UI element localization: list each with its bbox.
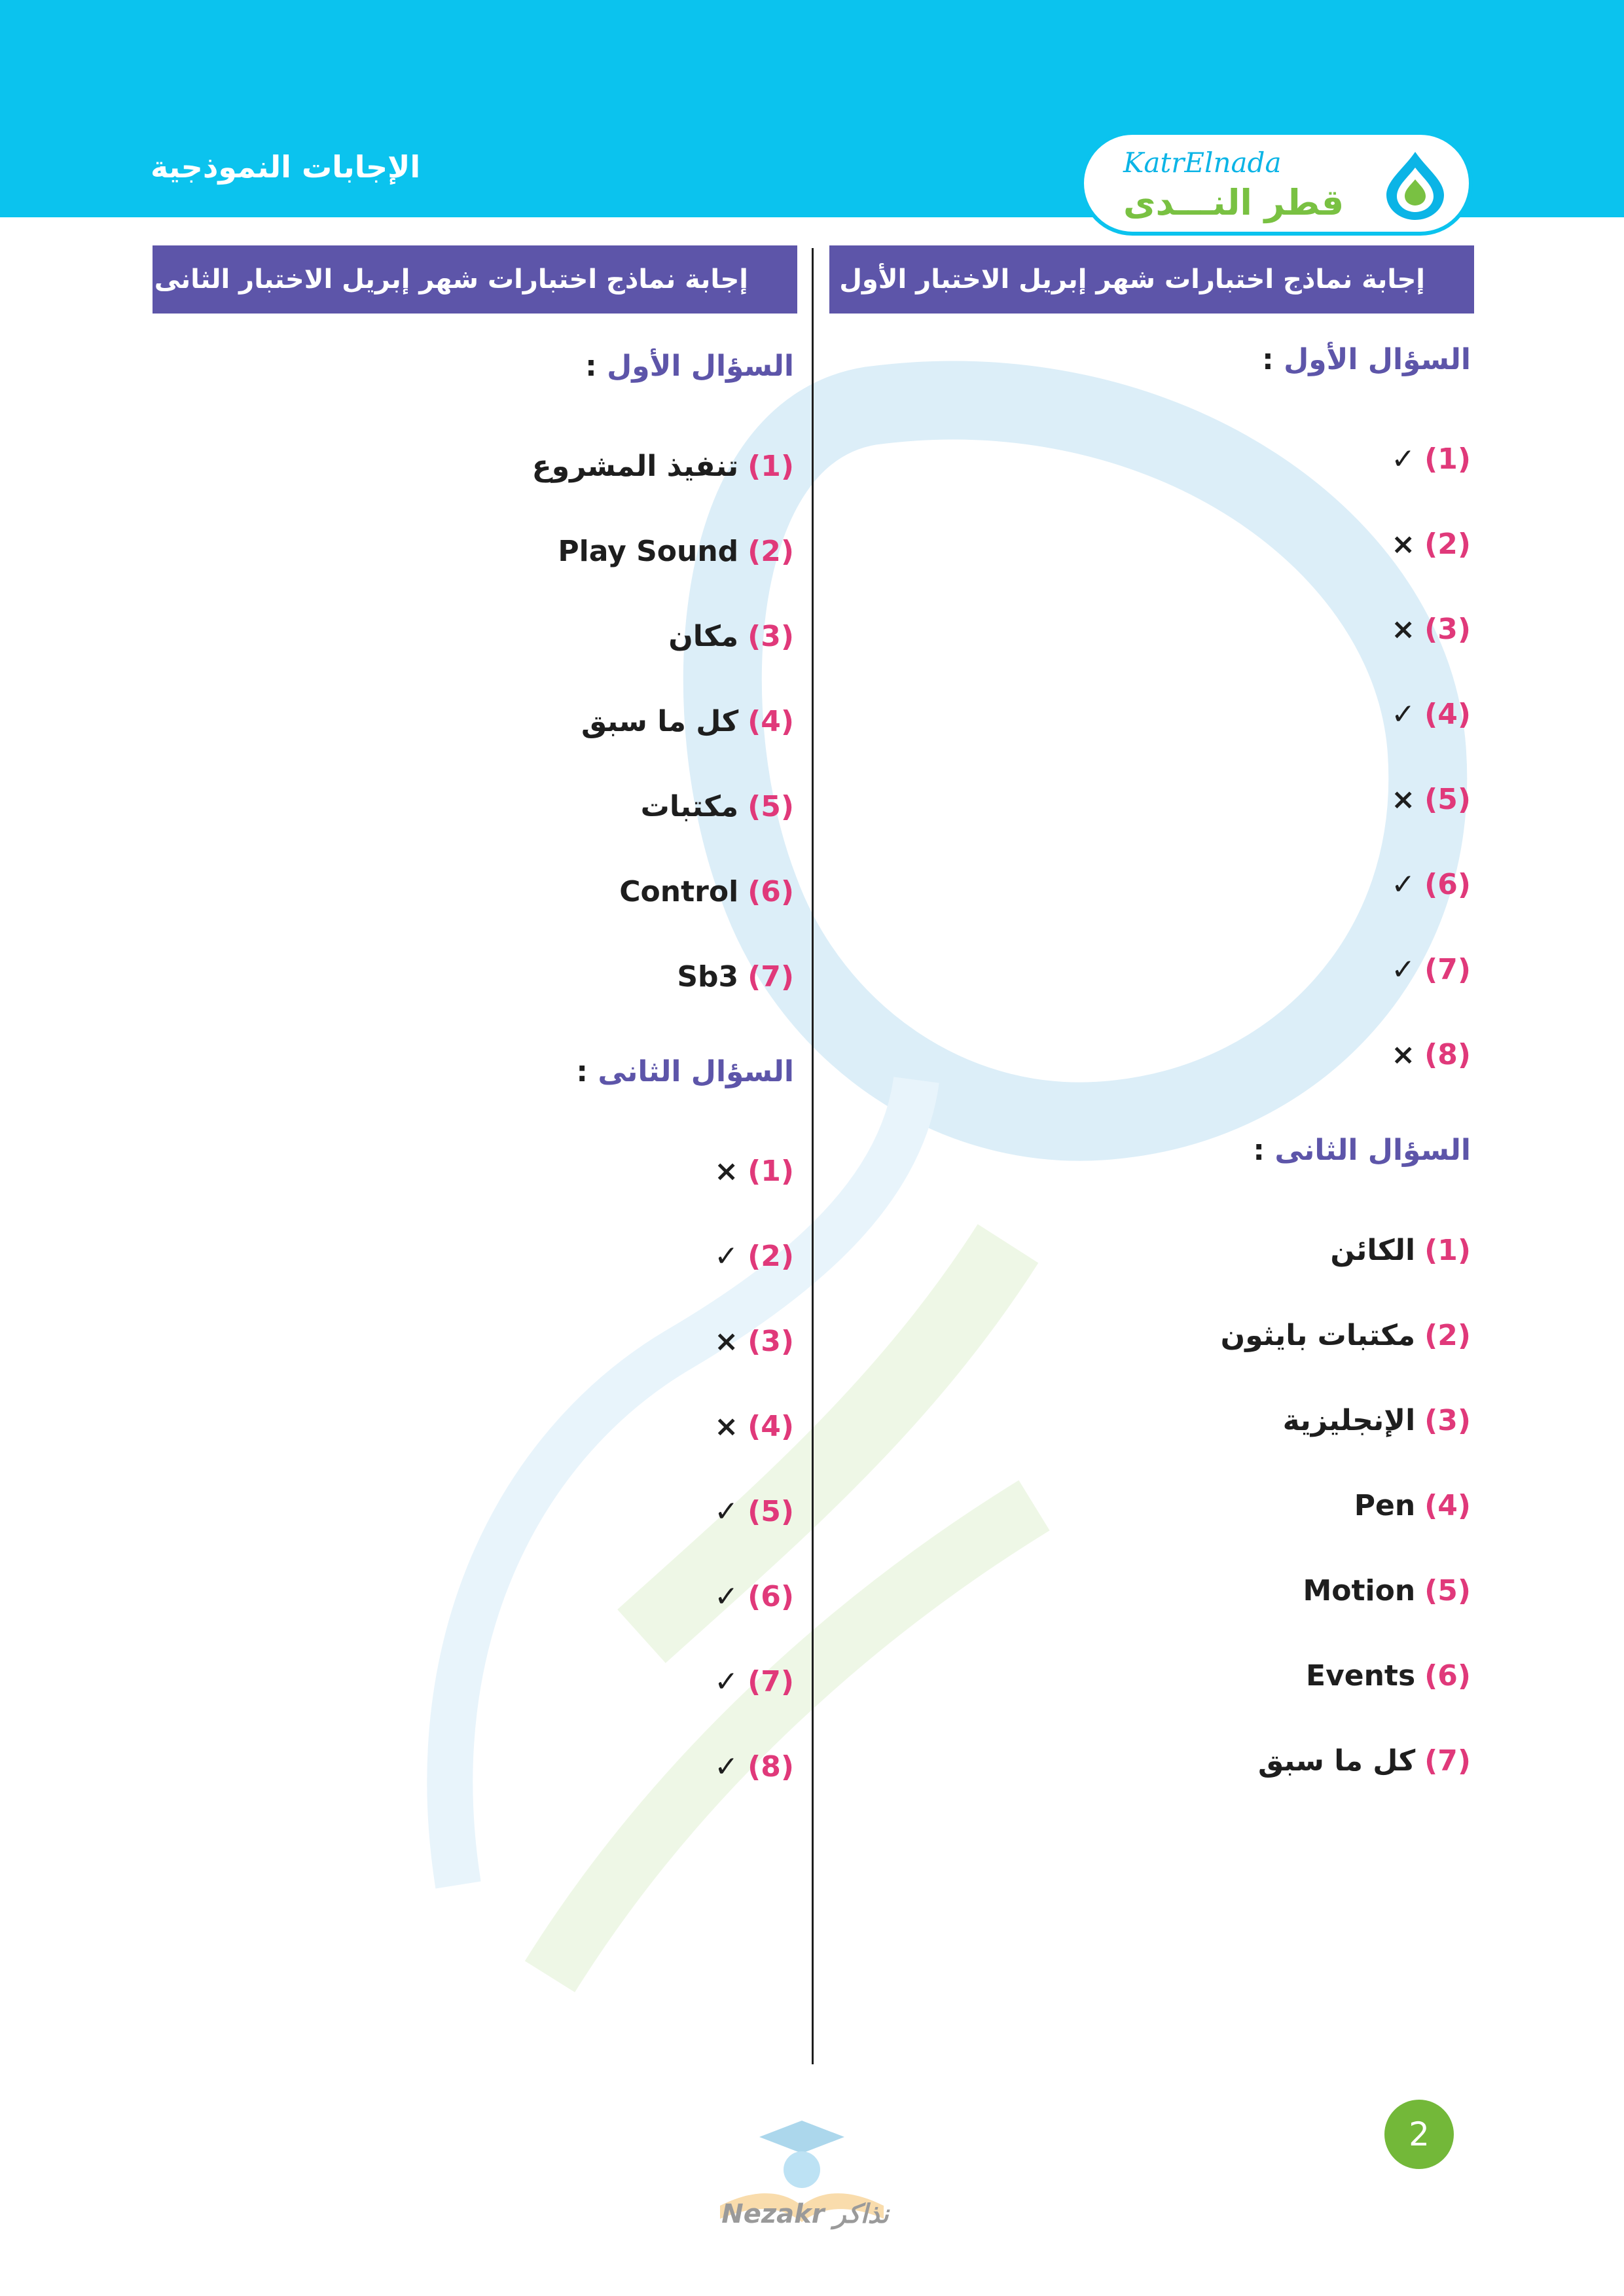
item-answer: كل ما سبق (1258, 1744, 1416, 1778)
answer-item (714, 1744, 794, 1790)
item-number: (8) (1424, 1038, 1471, 1071)
item-answer: Control (619, 875, 739, 908)
item-answer: ✓ (1391, 442, 1416, 476)
item-number: (4) (1424, 698, 1471, 731)
item-number: (4) (748, 1410, 794, 1443)
answer-item (581, 699, 794, 745)
item-answer: × (1391, 783, 1416, 816)
item-answer: × (714, 1410, 739, 1443)
answer-item (668, 614, 794, 660)
title-colon: : (576, 1055, 588, 1088)
item-answer: Motion (1303, 1574, 1416, 1607)
item-number: (4) (1424, 1489, 1471, 1522)
item-number: (1) (1424, 442, 1471, 476)
item-answer: Sb3 (677, 960, 739, 994)
test2-heading: إجابة نماذج اختبارات شهر إبريل الاختبار الثانى (153, 245, 797, 314)
answer-item (677, 954, 794, 1000)
page-number-badge: 2 (1384, 2100, 1454, 2169)
answer-item (1391, 947, 1471, 993)
item-number: (5) (748, 1495, 794, 1528)
answer-item (1221, 1313, 1471, 1359)
item-answer: × (1391, 1038, 1416, 1071)
item-answer: ✓ (1391, 868, 1416, 901)
answer-item (714, 1149, 794, 1194)
answer-item (1303, 1568, 1471, 1614)
test1-heading: إجابة نماذج اختبارات شهر إبريل الاختبار الأول (829, 245, 1474, 314)
answer-item (714, 1574, 794, 1620)
answer-item (1330, 1228, 1471, 1274)
item-number: (2) (748, 1240, 794, 1273)
page-title: الإجابات النموذجية (151, 149, 421, 185)
item-answer: ✓ (1391, 953, 1416, 986)
item-number: (8) (748, 1750, 794, 1784)
item-number: (1) (748, 1155, 794, 1188)
item-number: (6) (1424, 868, 1471, 901)
item-answer: Play Sound (558, 535, 739, 568)
answer-item (714, 1659, 794, 1705)
item-answer: تنفيذ المشروع (532, 450, 739, 483)
item-number: (3) (1424, 613, 1471, 646)
answer-item (641, 784, 794, 830)
item-number: (5) (1424, 1574, 1471, 1607)
column-divider (812, 248, 814, 2064)
test1-q2-title (1253, 1128, 1471, 1174)
item-answer: Events (1306, 1659, 1416, 1693)
test1-q1-title (1262, 337, 1471, 383)
item-answer: ✓ (714, 1240, 739, 1273)
brand-logo (1080, 131, 1473, 236)
question-label: السؤال الثانى (1274, 1134, 1471, 1167)
item-answer: مكتبات بايثون (1220, 1319, 1416, 1352)
item-number: (3) (748, 1325, 794, 1358)
answer-item (1283, 1398, 1471, 1444)
item-answer: × (714, 1155, 739, 1188)
item-number: (2) (1424, 528, 1471, 561)
question-label: السؤال الأول (607, 350, 794, 383)
answer-item (714, 1404, 794, 1450)
answer-item (1391, 437, 1471, 482)
answer-item (1354, 1483, 1471, 1529)
item-answer: الكائن (1330, 1234, 1416, 1267)
item-number: (6) (1424, 1659, 1471, 1693)
test2-q2-title (576, 1049, 794, 1095)
item-number: (5) (1424, 783, 1471, 816)
item-number: (7) (1424, 953, 1471, 986)
item-answer: مكتبات (640, 790, 739, 823)
answer-item (1258, 1738, 1471, 1784)
question-label: السؤال الثانى (598, 1055, 794, 1088)
item-answer: × (1391, 528, 1416, 561)
answer-item (1391, 1032, 1471, 1078)
test2-q1-title (585, 344, 794, 389)
drop-logo-icon (1381, 149, 1449, 221)
answer-item (714, 1489, 794, 1535)
logo-latin-text: KatrElnada (1123, 147, 1282, 179)
title-colon: : (1253, 1134, 1265, 1167)
answer-item (1391, 692, 1471, 738)
answer-item (558, 529, 794, 575)
item-number: (3) (1424, 1404, 1471, 1437)
title-colon: : (1262, 343, 1274, 376)
question-label: السؤال الأول (1284, 343, 1471, 376)
item-number: (6) (748, 1580, 794, 1613)
logo-arabic-text: قطر النـــدى (1123, 182, 1344, 223)
answer-item (1391, 522, 1471, 567)
item-number: (1) (748, 450, 794, 483)
item-number: (7) (748, 960, 794, 994)
answer-item (619, 869, 794, 915)
item-answer: ✓ (714, 1665, 739, 1698)
answer-item (714, 1319, 794, 1365)
item-answer: × (714, 1325, 739, 1358)
item-answer: الإنجليزية (1282, 1404, 1416, 1437)
answer-item (1306, 1653, 1471, 1699)
item-answer: ✓ (714, 1580, 739, 1613)
item-number: (2) (748, 535, 794, 568)
item-answer: ✓ (1391, 698, 1416, 731)
item-answer: ✓ (714, 1750, 739, 1784)
answer-item (1391, 607, 1471, 653)
item-number: (5) (748, 790, 794, 823)
item-answer: ✓ (714, 1495, 739, 1528)
item-number: (3) (748, 620, 794, 653)
item-answer: كل ما سبق (581, 705, 739, 738)
item-number: (7) (1424, 1744, 1471, 1778)
answer-item (1391, 777, 1471, 823)
item-answer: مكان (668, 620, 739, 653)
footer-brand: Nezakr نذاكر (721, 2199, 889, 2229)
answer-item (1391, 862, 1471, 908)
item-number: (6) (748, 875, 794, 908)
answer-item (714, 1234, 794, 1280)
item-number: (4) (748, 705, 794, 738)
title-colon: : (585, 350, 597, 383)
item-answer: Pen (1354, 1489, 1416, 1522)
item-number: (7) (748, 1665, 794, 1698)
item-number: (2) (1424, 1319, 1471, 1352)
item-answer: × (1391, 613, 1416, 646)
answer-item (532, 444, 794, 490)
item-number: (1) (1424, 1234, 1471, 1267)
